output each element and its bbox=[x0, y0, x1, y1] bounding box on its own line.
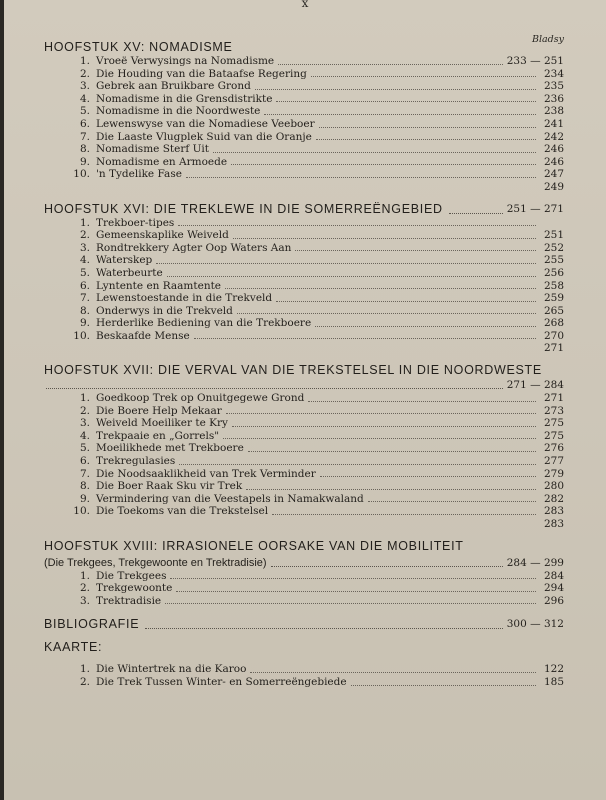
dot-leader bbox=[276, 301, 536, 302]
toc-entry[interactable] bbox=[62, 143, 564, 156]
entry-page: 294 bbox=[543, 582, 564, 595]
dot-leader bbox=[316, 139, 536, 140]
entry-page: 277 bbox=[543, 455, 564, 468]
kaarte-heading bbox=[44, 640, 564, 655]
entry-number: 4. bbox=[79, 429, 90, 442]
dot-leader bbox=[255, 89, 536, 90]
dot-leader bbox=[351, 685, 536, 686]
entry-title: Moeilikhede met Trekboere bbox=[96, 442, 244, 455]
toc-entry[interactable] bbox=[62, 168, 564, 181]
toc-entry[interactable] bbox=[62, 330, 564, 343]
entry-title: Trektradisie bbox=[96, 594, 162, 607]
toc-entry[interactable] bbox=[62, 131, 564, 144]
entry-page: 268 bbox=[543, 317, 564, 330]
entry-title: Gemeenskaplike Weiveld bbox=[96, 229, 229, 242]
dot-leader bbox=[272, 514, 536, 515]
dot-leader bbox=[176, 591, 536, 592]
entry-title: Rondtrekkery Agter Oop Waters Aan bbox=[96, 241, 292, 254]
chapter-end-page: 283 bbox=[543, 518, 564, 530]
dot-leader bbox=[226, 413, 536, 414]
entry-page: 255 bbox=[543, 254, 564, 267]
bibliografie-title: BIBLIOGRAFIE bbox=[44, 617, 140, 632]
dot-leader bbox=[237, 313, 536, 314]
entry-title: Vroeë Verwysings na Nomadisme bbox=[96, 55, 275, 67]
entry-page: 233 — 251 bbox=[506, 55, 564, 67]
entry-title: Lewenswyse van die Nomadiese Veeboer bbox=[96, 117, 315, 130]
entry-page: 282 bbox=[543, 492, 564, 505]
chapter-title: HOOFSTUK XVIII: IRRASIONELE OORSAKE VAN DIE MOBILITEIT bbox=[44, 538, 464, 553]
entry-page: 296 bbox=[543, 594, 564, 607]
toc-entry[interactable] bbox=[62, 493, 564, 506]
entry-title: Die Boere Help Mekaar bbox=[96, 404, 222, 417]
dot-leader bbox=[194, 338, 536, 339]
dot-leader bbox=[368, 501, 536, 502]
entry-title: Die Laaste Vlugplek Suid van die Oranje bbox=[96, 130, 312, 143]
kaarte-section bbox=[44, 640, 564, 688]
toc-entry[interactable] bbox=[62, 254, 564, 267]
entry-title: Waterskep bbox=[96, 254, 153, 267]
entry-title: Goedkoop Trek op Onuitgegewe Grond bbox=[96, 392, 305, 405]
entry-title: Die Noodsaaklikheid van Trek Verminder bbox=[96, 467, 316, 480]
toc-entry[interactable] bbox=[62, 93, 564, 106]
dot-leader bbox=[170, 578, 536, 579]
entry-title: Vermindering van die Veestapels in Namakwaland bbox=[96, 492, 364, 505]
entry-page: 276 bbox=[543, 442, 564, 455]
entry-title: Die Boer Raak Sku vir Trek bbox=[96, 480, 243, 493]
entry-title: Die Toekoms van die Trekstelsel bbox=[96, 505, 269, 518]
entry-number: 9. bbox=[79, 155, 90, 168]
toc-entry[interactable] bbox=[62, 305, 564, 318]
entry-page: 271 bbox=[543, 392, 564, 405]
entry-page: 265 bbox=[543, 304, 564, 317]
entry-title: Lewenstoestande in die Trekveld bbox=[96, 292, 273, 305]
entry-number: 10. bbox=[73, 168, 90, 181]
dot-leader bbox=[271, 566, 503, 567]
dot-leader bbox=[178, 225, 536, 226]
entry-page: 238 bbox=[543, 105, 564, 118]
dot-leader bbox=[213, 152, 536, 153]
entry-page: 275 bbox=[543, 429, 564, 442]
entry-number: 7. bbox=[79, 292, 90, 305]
entry-title: Weiveld Moeiliker te Kry bbox=[96, 417, 228, 430]
dot-leader bbox=[165, 603, 536, 604]
entry-title: Nomadisme en Armoede bbox=[96, 155, 228, 168]
chapter-end-page: 271 bbox=[543, 342, 564, 355]
entry-number: 2. bbox=[79, 582, 90, 595]
toc-entry[interactable] bbox=[62, 570, 564, 583]
entry-number: 4. bbox=[79, 254, 90, 267]
entry-page: 280 bbox=[543, 480, 564, 493]
entry-number: 7. bbox=[79, 130, 90, 143]
toc-entry[interactable] bbox=[62, 480, 564, 493]
entry-number: 9. bbox=[79, 317, 90, 330]
entry-number: 8. bbox=[79, 480, 90, 493]
entry-number: 5. bbox=[79, 442, 90, 455]
toc-entry[interactable] bbox=[62, 280, 564, 293]
toc-entry[interactable] bbox=[62, 55, 564, 68]
entry-title: Nomadisme Sterf Uit bbox=[96, 143, 209, 156]
dot-leader bbox=[167, 276, 536, 277]
entry-title: Die Wintertrek na die Karoo bbox=[96, 663, 247, 676]
entry-page: 258 bbox=[543, 279, 564, 292]
entry-title: Nomadisme in die Noordweste bbox=[96, 105, 261, 118]
toc-entry[interactable] bbox=[62, 405, 564, 418]
toc-entry[interactable] bbox=[62, 229, 564, 242]
entry-title: Trekregulasies bbox=[96, 455, 176, 468]
entry-title: Waterbeurte bbox=[96, 266, 163, 279]
entry-title: Gebrek aan Bruikbare Grond bbox=[96, 80, 251, 93]
entry-number: 3. bbox=[79, 241, 90, 254]
entry-number: 7. bbox=[79, 467, 90, 480]
dot-leader bbox=[46, 388, 503, 389]
dot-leader bbox=[186, 177, 536, 178]
entry-page: 242 bbox=[543, 130, 564, 143]
dot-leader bbox=[156, 263, 536, 264]
entry-title: Herderlike Bediening van die Trekboere bbox=[96, 317, 312, 330]
toc-entry[interactable] bbox=[62, 468, 564, 481]
chapter-title: HOOFSTUK XVI: DIE TREKLEWE IN DIE SOMERREËNGEBIED bbox=[44, 201, 443, 216]
bladsy-column-label: Bladsy bbox=[531, 34, 564, 45]
toc-entry[interactable] bbox=[62, 505, 564, 518]
book-page bbox=[4, 0, 606, 800]
chapter-pages: 251 — 271 bbox=[506, 202, 564, 215]
map-entry[interactable] bbox=[62, 663, 564, 676]
chapter-subtitle-row bbox=[44, 556, 564, 570]
entry-number: 6. bbox=[79, 279, 90, 292]
chapter-section bbox=[44, 202, 564, 356]
entry-title: Onderwys in die Trekveld bbox=[96, 304, 233, 317]
chapter-heading bbox=[44, 539, 564, 554]
toc-entry[interactable] bbox=[62, 80, 564, 93]
entry-number: 4. bbox=[79, 92, 90, 105]
chapter-pages: 284 — 299 bbox=[506, 556, 564, 569]
entry-number: 1. bbox=[79, 392, 90, 405]
entry-page: 256 bbox=[543, 266, 564, 279]
entry-page: 235 bbox=[543, 80, 564, 93]
table-of-contents bbox=[44, 32, 564, 689]
entry-title: Lyntente en Raamtente bbox=[96, 279, 222, 292]
map-entry[interactable] bbox=[62, 676, 564, 689]
entry-number: 8. bbox=[79, 143, 90, 156]
dot-leader bbox=[311, 76, 536, 77]
entry-page: 246 bbox=[543, 143, 564, 156]
page-folio: x bbox=[301, 0, 309, 10]
section-list bbox=[44, 55, 564, 181]
section-list bbox=[44, 570, 564, 608]
entry-number: 10. bbox=[73, 505, 90, 518]
entry-number: 6. bbox=[79, 455, 90, 468]
toc-entry[interactable] bbox=[62, 317, 564, 330]
toc-entry[interactable] bbox=[62, 292, 564, 305]
entry-number: 9. bbox=[79, 492, 90, 505]
entry-title: Die Trek Tussen Winter- en Somerreëngebiede bbox=[96, 675, 347, 688]
entry-number: 3. bbox=[79, 594, 90, 607]
entry-page: 246 bbox=[543, 155, 564, 168]
kaarte-title: KAARTE: bbox=[44, 640, 103, 655]
entry-number: 2. bbox=[79, 675, 90, 688]
chapter-section bbox=[44, 40, 564, 194]
chapter-section bbox=[44, 363, 564, 531]
entry-number: 6. bbox=[79, 117, 90, 130]
entry-page: 284 bbox=[543, 569, 564, 582]
dot-leader bbox=[319, 127, 536, 128]
toc-entry[interactable] bbox=[62, 595, 564, 608]
kaarte-list bbox=[44, 663, 564, 688]
dot-leader bbox=[248, 451, 536, 452]
dot-leader bbox=[246, 489, 536, 490]
dot-leader bbox=[308, 401, 536, 402]
chapter-pages-row bbox=[44, 378, 564, 392]
entry-title: Trekboer-tipes bbox=[96, 216, 175, 229]
entry-page: 252 bbox=[543, 241, 564, 254]
toc-entry[interactable] bbox=[62, 217, 564, 230]
dot-leader bbox=[223, 438, 536, 439]
dot-leader bbox=[145, 628, 503, 629]
dot-leader bbox=[231, 164, 536, 165]
entry-number: 5. bbox=[79, 266, 90, 279]
entry-title: Die Trekgees bbox=[96, 569, 167, 582]
dot-leader bbox=[233, 238, 536, 239]
toc-entry[interactable] bbox=[62, 105, 564, 118]
entry-page: 273 bbox=[543, 404, 564, 417]
entry-number: 2. bbox=[79, 229, 90, 242]
dot-leader bbox=[449, 213, 503, 214]
entry-title: Nomadisme in die Grensdistrikte bbox=[96, 92, 273, 105]
toc-entry[interactable] bbox=[62, 242, 564, 255]
chapter-section bbox=[44, 539, 564, 608]
chapter-pages: 271 — 284 bbox=[506, 379, 564, 392]
entry-page: 270 bbox=[543, 329, 564, 342]
entry-number: 3. bbox=[79, 80, 90, 93]
dot-leader bbox=[264, 114, 536, 115]
dot-leader bbox=[250, 672, 536, 673]
entry-title: 'n Tydelike Fase bbox=[96, 168, 182, 181]
entry-number: 1. bbox=[79, 55, 90, 67]
entry-page: 185 bbox=[543, 675, 564, 688]
section-list bbox=[44, 392, 564, 518]
dot-leader bbox=[320, 476, 536, 477]
entry-number: 1. bbox=[79, 663, 90, 676]
entry-title: Beskaafde Mense bbox=[96, 329, 190, 342]
entry-number: 1. bbox=[79, 569, 90, 582]
entry-title: Trekgewoonte bbox=[96, 582, 173, 595]
chapter-subtitle: (Die Trekgees, Trekgewoonte en Trektradisie) bbox=[44, 556, 267, 569]
bibliografie-section bbox=[44, 617, 564, 632]
entry-number: 10. bbox=[73, 329, 90, 342]
toc-entry[interactable] bbox=[62, 455, 564, 468]
toc-entry[interactable] bbox=[62, 156, 564, 169]
entry-page: 247 bbox=[543, 168, 564, 181]
dot-leader bbox=[179, 464, 536, 465]
entry-page: 122 bbox=[543, 663, 564, 676]
dot-leader bbox=[232, 426, 536, 427]
entry-number: 3. bbox=[79, 417, 90, 430]
entry-title: Trekpaaie en „Gorrels" bbox=[96, 429, 220, 442]
entry-page: 275 bbox=[543, 417, 564, 430]
entry-page: 234 bbox=[543, 67, 564, 80]
chapter-heading bbox=[44, 363, 564, 378]
chapter-heading bbox=[44, 40, 564, 55]
toc-entry[interactable] bbox=[62, 68, 564, 81]
toc-entry[interactable] bbox=[62, 430, 564, 443]
dot-leader bbox=[278, 64, 503, 65]
chapter-end-page: 249 bbox=[543, 180, 564, 193]
toc-entry[interactable] bbox=[62, 267, 564, 280]
dot-leader bbox=[295, 250, 536, 251]
entry-number: 2. bbox=[79, 404, 90, 417]
dot-leader bbox=[276, 101, 536, 102]
chapter-title: HOOFSTUK XVII: DIE VERVAL VAN DIE TREKSTELSEL IN DIE NOORDWESTE bbox=[44, 363, 542, 378]
entry-page: 241 bbox=[543, 117, 564, 130]
entry-page: 283 bbox=[543, 505, 564, 518]
bibliografie-heading[interactable] bbox=[44, 617, 564, 632]
entry-page: 259 bbox=[543, 292, 564, 305]
entry-page: 279 bbox=[543, 467, 564, 480]
chapter-title: HOOFSTUK XV: NOMADISME bbox=[44, 40, 233, 54]
toc-entry[interactable] bbox=[62, 582, 564, 595]
entry-number: 8. bbox=[79, 304, 90, 317]
dot-leader bbox=[225, 288, 536, 289]
entry-number: 1. bbox=[79, 216, 90, 229]
section-list bbox=[44, 217, 564, 343]
entry-page: 236 bbox=[543, 92, 564, 105]
toc-entry[interactable] bbox=[62, 118, 564, 131]
entry-page: 251 bbox=[543, 229, 564, 242]
chapter-heading bbox=[44, 202, 564, 217]
entry-number: 2. bbox=[79, 67, 90, 80]
dot-leader bbox=[315, 326, 536, 327]
toc-entry[interactable] bbox=[62, 417, 564, 430]
entry-title: Die Houding van die Bataafse Regering bbox=[96, 67, 307, 80]
bibliografie-pages: 300 — 312 bbox=[506, 618, 564, 631]
toc-entry[interactable] bbox=[62, 392, 564, 405]
toc-entry[interactable] bbox=[62, 442, 564, 455]
entry-number: 5. bbox=[79, 105, 90, 118]
